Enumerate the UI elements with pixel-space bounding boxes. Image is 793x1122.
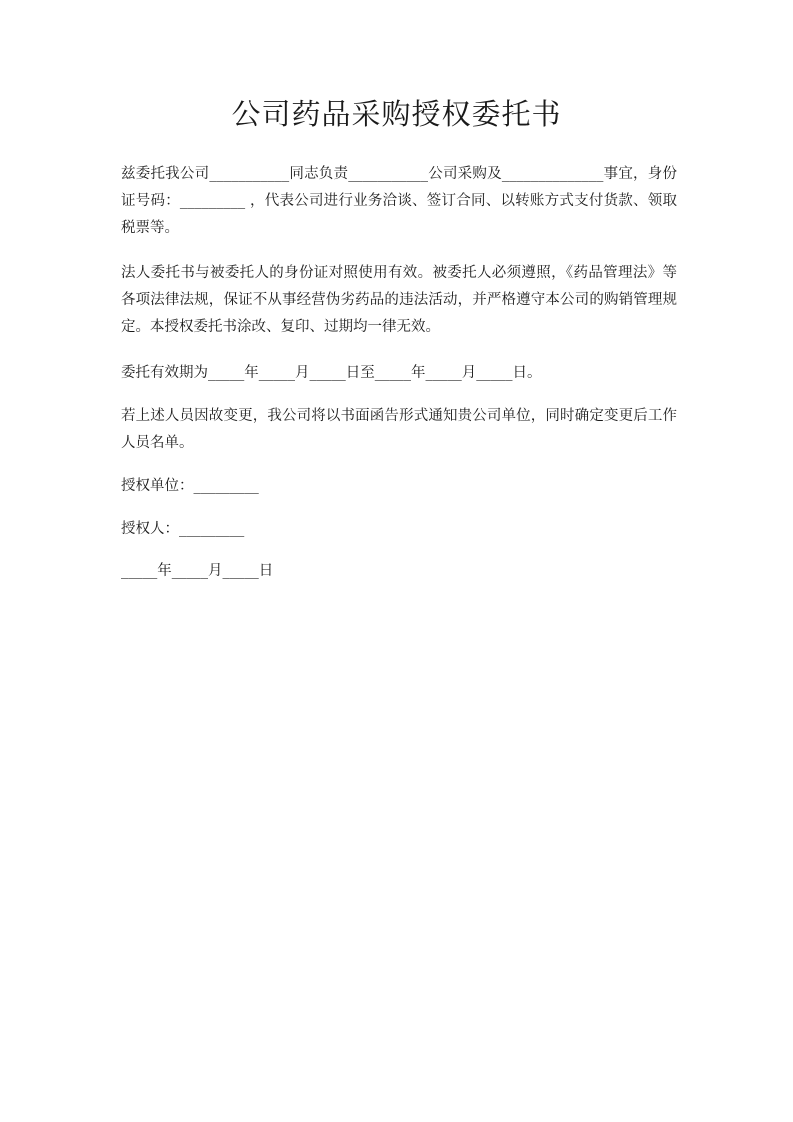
intro-paragraph: 兹委托我公司___________同志负责___________公司采购及______________事宜，身份证号码：_________ ，代表公司进行业务洽谈、签订合同、以转账方式支付货款、领取税票等。 xyxy=(121,166,677,236)
signature-date-line: _____年_____月_____日 xyxy=(121,563,274,579)
rules-paragraph: 法人委托书与被委托人的身份证对照使用有效。被委托人必须遵照，《药品管理法》等各项法律法规，保证不从事经营伪劣药品的违法活动，并严格遵守本公司的购销管理规定。本授权委托书涂改、复印、过期均一律无效。 xyxy=(121,265,677,335)
change-notice-paragraph: 若上述人员因故变更，我公司将以书面函告形式通知贵公司单位，同时确定变更后工作人员名单。 xyxy=(121,408,677,451)
authorizing-unit-line: 授权单位：_________ xyxy=(121,478,259,494)
document-title: 公司药品采购授权委托书 xyxy=(231,97,562,131)
validity-paragraph: 委托有效期为_____年_____月_____日至_____年_____月_____日。 xyxy=(121,365,542,381)
authorizer-line: 授权人：_________ xyxy=(121,521,245,537)
